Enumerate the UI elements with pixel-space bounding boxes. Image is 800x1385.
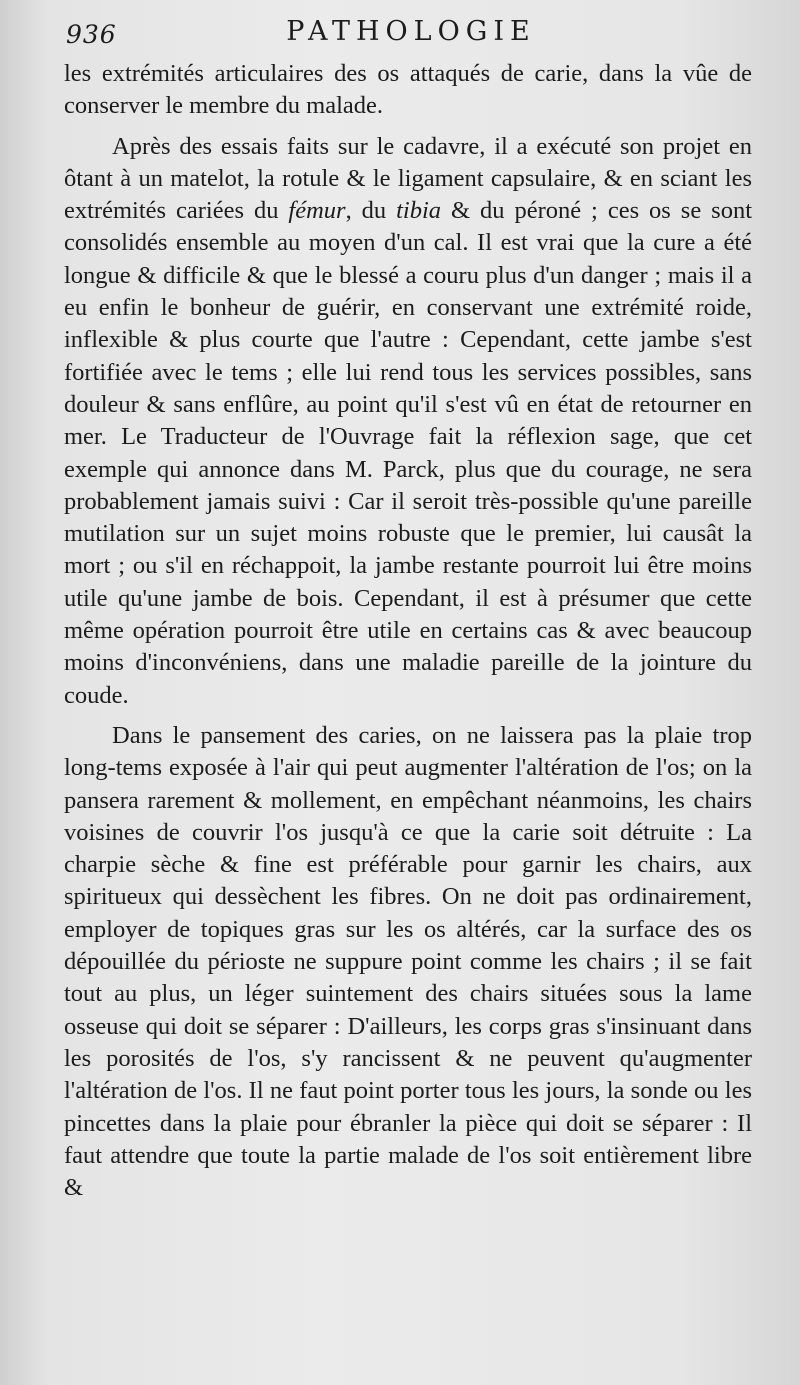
body-text	[64, 58, 752, 1204]
paragraph	[64, 58, 752, 123]
paragraph	[64, 131, 752, 712]
text-run: & du péroné ; ces os se sont consolidés ensemble au moyen d'un cal. Il est vrai que la cure a été longue & difficile & que le blessé a couru plus d'un danger ; mais il a eu enfin le bonheur de guérir, en conservant une extrémité roide, inflexible & plus courte que l'autre : Cependant, cette jambe s'est fortifiée avec le tems ; elle lui rend tous les services possibles, sans douleur & sans enflûre, au point qu'il s'est vû en état de retourner en mer. Le Traducteur de l'Ouvrage fait la réflexion sage, que cet exemple qui annonce dans M. Parck, plus que du courage, ne sera probablement jamais suivi : Car il seroit très-possible qu'une pareille mutilation sur un sujet moins robuste que le premier, lui causât la mort ; ou s'il en réchappoit, la jambe restante pourroit lui être moins utile qu'une jambe de bois. Cependant, il est à présumer que cette même opération pourroit être utile en certains cas & avec beaucoup moins d'inconvéniens, dans une maladie pareille de la jointure du coude.	[64, 197, 752, 709]
italic-term: fémur	[288, 197, 346, 225]
paragraph	[64, 720, 752, 1204]
italic-term: tibia	[396, 197, 442, 225]
text-run: les extrémités articulaires des os attaqués de carie, dans la vûe de conserver le membre du malade.	[64, 60, 752, 120]
page-number: 936	[66, 20, 117, 49]
text-run: Après des essais faits sur le cadavre, il a exécuté son projet en ôtant à un matelot, la rotule & le ligament capsulaire, & en sciant les extrémités cariées du	[64, 132, 752, 225]
text-run: Dans le pansement des caries, on ne laissera pas la plaie trop long-tems exposée à l'air qui peut augmenter l'altération de l'os; on la pansera rarement & mollement, en empêchant néanmoins, les chairs voisines de couvrir l'os jusqu'à ce que la carie soit détruite : La charpie sèche & fine est préférable pour garnir les chairs, aux spiritueux qui dessèchent les fibres. On ne doit pas ordinairement, employer de topiques gras sur les os altérés, car la surface des os dépouillée du périoste ne suppure point comme les chairs ; il se fait tout au plus, un léger suintement des chairs situées sous la lame osseuse qui doit se séparer : D'ailleurs, les corps gras s'insinuant dans les porosités de l'os, s'y rancissent & ne peuvent qu'augmenter l'altération de l'os. Il ne faut point porter tous les jours, la sonde ou les pincettes dans la plaie pour ébranler la pièce qui doit se séparer : Il faut attendre que toute la partie malade de l'os soit entièrement libre &	[64, 721, 752, 1202]
page-header	[66, 14, 756, 50]
text-run: , du	[345, 197, 397, 225]
running-head: PATHOLOGIE	[286, 16, 536, 47]
